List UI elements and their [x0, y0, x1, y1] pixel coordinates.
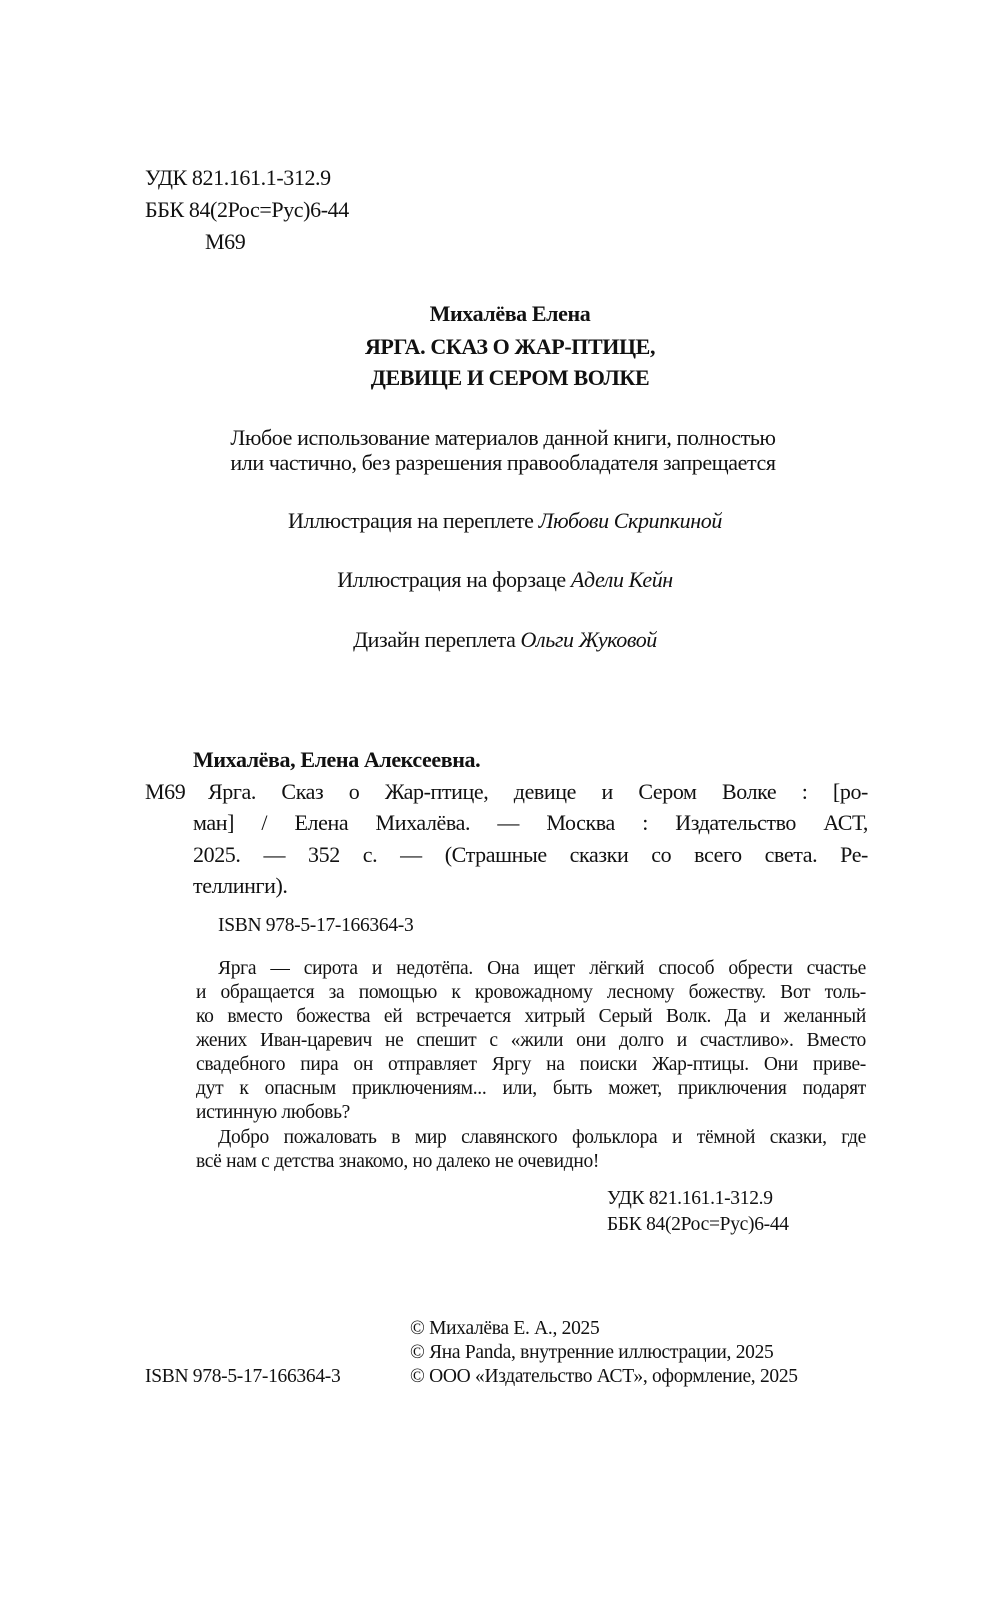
credit-label: Дизайн переплета	[353, 627, 516, 652]
copyright-line: © ООО «Издательство АСТ», оформление, 2025	[410, 1366, 798, 1387]
udk-code: УДК 821.161.1-312.9	[145, 165, 331, 190]
copyright-notice-line-1: Любое использование материалов данной книги, полностью	[230, 425, 776, 450]
annotation-line: дут к опасным приключениям... или, быть может, приключения подарят	[196, 1078, 866, 1099]
credit-cover-illustration	[5, 508, 1000, 534]
bib-author-mark: М69	[145, 779, 186, 804]
footer-isbn: ISBN 978-5-17-166364-3	[145, 1366, 341, 1387]
bib-line: Ярга. Сказ о Жар-птице, девице и Сером Волке : [ро-	[208, 779, 868, 804]
bbk-code: ББК 84(2Рос=Рус)6-44	[145, 197, 349, 222]
annotation-line: жених Иван-царевич не спешит с «жили они долго и счастливо». Вместо	[196, 1030, 866, 1051]
book-title-line-2: ДЕВИЦЕ И СЕРОМ ВОЛКЕ	[370, 365, 650, 390]
author-mark: М69	[205, 229, 246, 254]
book-title-line-1: ЯРГА. СКАЗ О ЖАР-ПТИЦЕ,	[364, 334, 656, 359]
bib-line: 2025. — 352 с. — (Страшные сказки со всего света. Ре-	[193, 842, 868, 867]
bottom-udk-code: УДК 821.161.1-312.9	[607, 1188, 773, 1209]
author-name: Михалёва Елена	[429, 301, 591, 326]
credit-cover-design	[5, 627, 1000, 653]
annotation-line: ко вместо божества ей встречается хитрый Серый Волк. Да и желанный	[196, 1006, 866, 1027]
bib-heading: Михалёва, Елена Алексеевна.	[193, 747, 481, 772]
bottom-bbk-code: ББК 84(2Рос=Рус)6-44	[607, 1214, 789, 1235]
copyright-line: © Михалёва Е. А., 2025	[410, 1318, 600, 1339]
copyright-notice-line-2: или частично, без разрешения правообладателя запрещается	[230, 450, 776, 475]
annotation-line: Ярга — сирота и недотёпа. Она ищет лёгкий способ обрести счастье	[218, 958, 866, 979]
bib-line: ман] / Елена Михалёва. — Москва : Издательство АСТ,	[193, 810, 868, 835]
annotation-line: свадебного пира он отправляет Яргу на поиски Жар-птицы. Они приве-	[196, 1054, 866, 1075]
annotation-line: истинную любовь?	[196, 1102, 351, 1123]
bib-isbn: ISBN 978-5-17-166364-3	[218, 915, 414, 936]
annotation-line: Добро пожаловать в мир славянского фольклора и тёмной сказки, где	[218, 1127, 866, 1148]
annotation-line: всё нам с детства знакомо, но далеко не очевидно!	[196, 1151, 600, 1172]
credit-name: Любови Скрипкиной	[538, 508, 722, 533]
credit-name: Ольги Жуковой	[520, 627, 657, 652]
credit-label: Иллюстрация на форзаце	[337, 567, 566, 592]
bib-line: теллинги).	[193, 873, 288, 898]
credit-name: Адели Кейн	[570, 567, 673, 592]
copyright-line: © Яна Panda, внутренние иллюстрации, 2025	[410, 1342, 774, 1363]
credit-endpaper-illustration	[5, 567, 1000, 593]
credit-label: Иллюстрация на переплете	[288, 508, 534, 533]
annotation-line: и обращается за помощью к кровожадному лесному божеству. Вот толь-	[196, 982, 866, 1003]
